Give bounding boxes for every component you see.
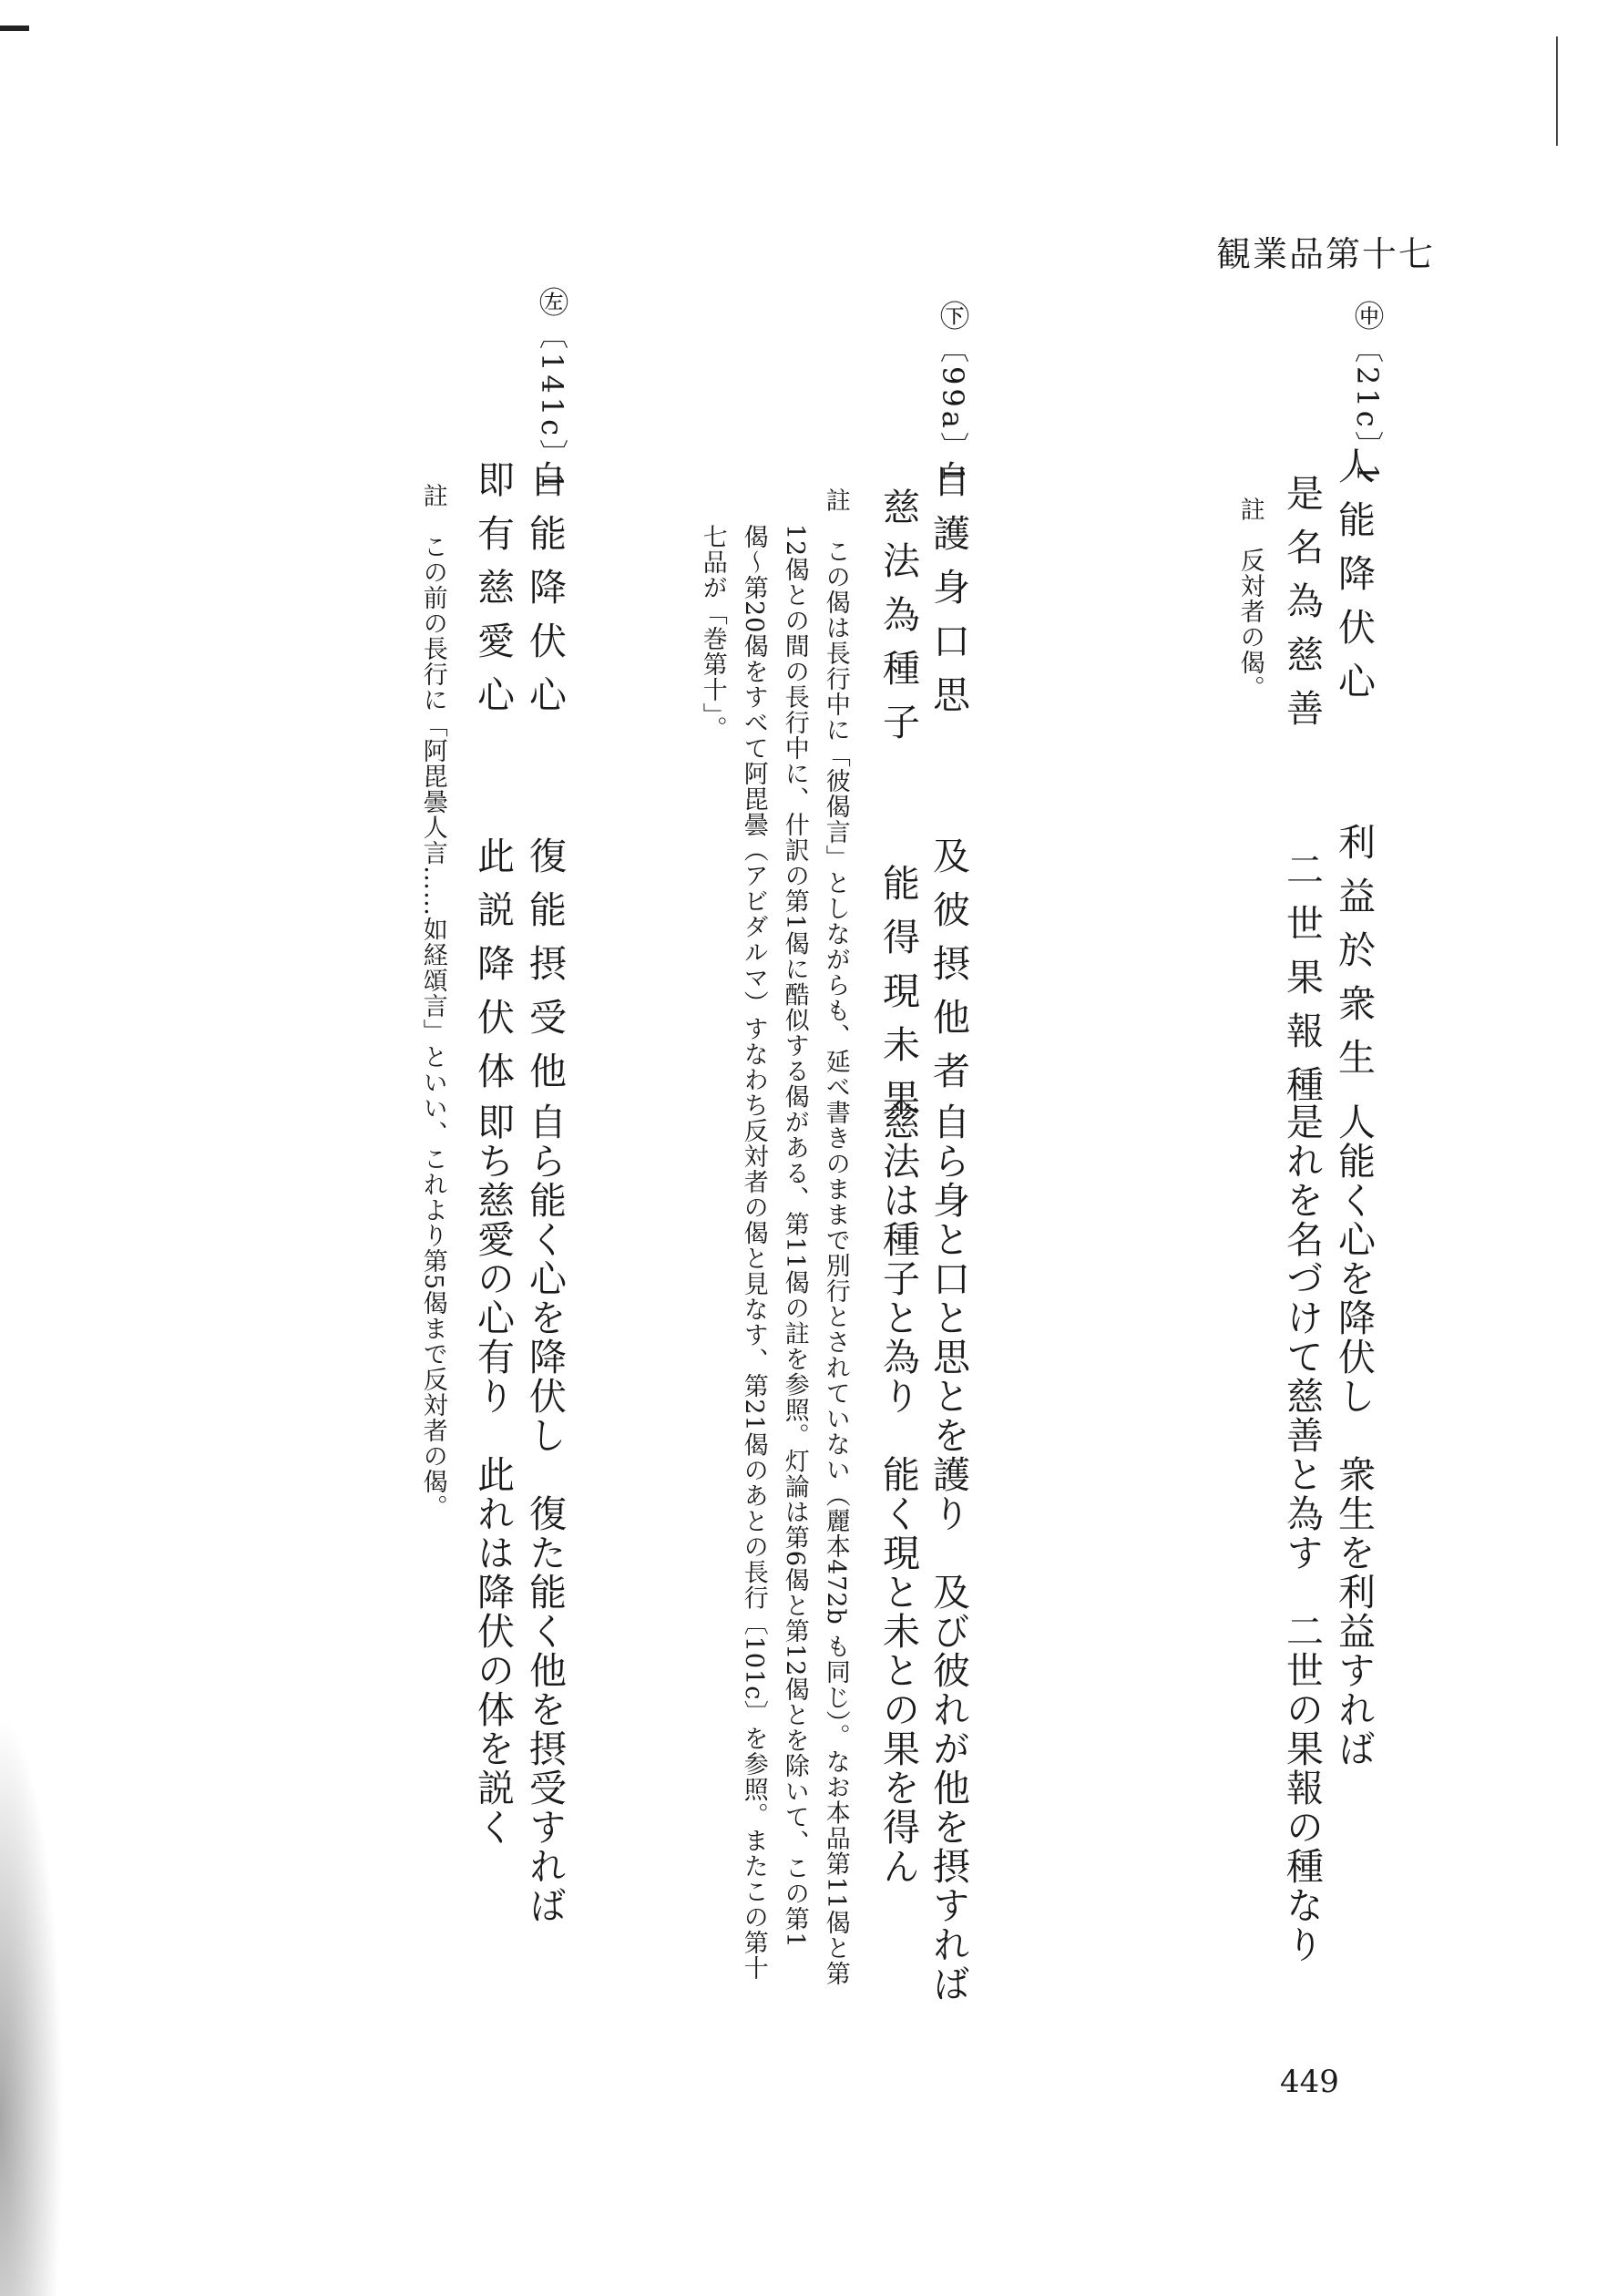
section-2-marker: ㊦〔99a〕1 bbox=[936, 301, 970, 487]
section-2-kundoku-line-2: 慈法は種子と為り 能く現と未との果を得ん bbox=[876, 1102, 920, 1886]
scan-shadow bbox=[0, 1713, 64, 2296]
section-2-note-line-4: 七品が「巻第十」。 bbox=[698, 524, 727, 742]
section-1-verse-line-1: 人能降伏心 利益於衆生 bbox=[1332, 446, 1376, 1092]
section-3-kundoku-line-1: 自ら能く心を降伏し 復た能く他を摂受すれば bbox=[523, 1102, 567, 1925]
page-header bbox=[1216, 234, 1436, 274]
section-2-note-line-3: 偈～第20偈をすべて阿毘曇（アビダルマ）すなわち反対者の偈と見なす、第21偈のあとの長行〔101c〕を参照。またこの第十 bbox=[739, 524, 768, 1982]
section-1-kundoku-line-1: 人能く心を降伏し 衆生を利益すれば bbox=[1332, 1102, 1376, 1768]
section-3-verse-line-2: 即有慈愛心 此説降伏体 bbox=[471, 460, 515, 1105]
section-2-kundoku-line-1: 自ら身と口と思とを護り 及び彼れが他を摂すれば bbox=[926, 1102, 970, 2004]
section-3-kundoku-line-2: 即ち慈愛の心有り 此れは降伏の体を説く bbox=[471, 1102, 515, 1847]
section-3-verse-line-1: 自能降伏心 復能摂受他 bbox=[523, 460, 567, 1105]
section-3-marker: ㊧〔141c〕1 bbox=[535, 287, 569, 495]
section-2-note-line-1: 註 この偈は長行中に「彼偈言」としながらも、延べ書きのままで別行とされていない（麗本472b も同じ）。なお本品第11偈と第 bbox=[821, 487, 850, 1987]
page-title: 観業品第十七 bbox=[1216, 234, 1436, 274]
section-1-marker: ㊥〔21c〕1 bbox=[1350, 301, 1385, 486]
section-2-note-line-2: 12偈との間の長行中に、什訳の第1偈に酷似する偈がある、第11偈の註を参照。灯論は第6偈と第12偈とを除いて、この第1 bbox=[780, 524, 809, 1949]
scan-edge-line bbox=[1556, 36, 1558, 146]
section-3-note: 註 この前の長行に「阿毘曇人言……如経頌言」といい、これより第5偈まで反対者の偈。 bbox=[418, 483, 447, 1521]
scan-edge-mark bbox=[0, 26, 29, 31]
section-1-note: 註 反対者の偈。 bbox=[1235, 497, 1264, 701]
section-2-verse-line-2: 慈法為種子 能得現未果 bbox=[876, 487, 920, 1133]
section-1-verse-line-2: 是名為慈善 二世果報種 bbox=[1280, 474, 1324, 1119]
section-1-kundoku-line-2: 是れを名づけて慈善と為す 二世の果報の種なり bbox=[1280, 1102, 1324, 1964]
page-number: 449 bbox=[1280, 2064, 1339, 2100]
section-2-verse-line-1: 自護身口思 及彼摂他者 bbox=[926, 460, 970, 1105]
